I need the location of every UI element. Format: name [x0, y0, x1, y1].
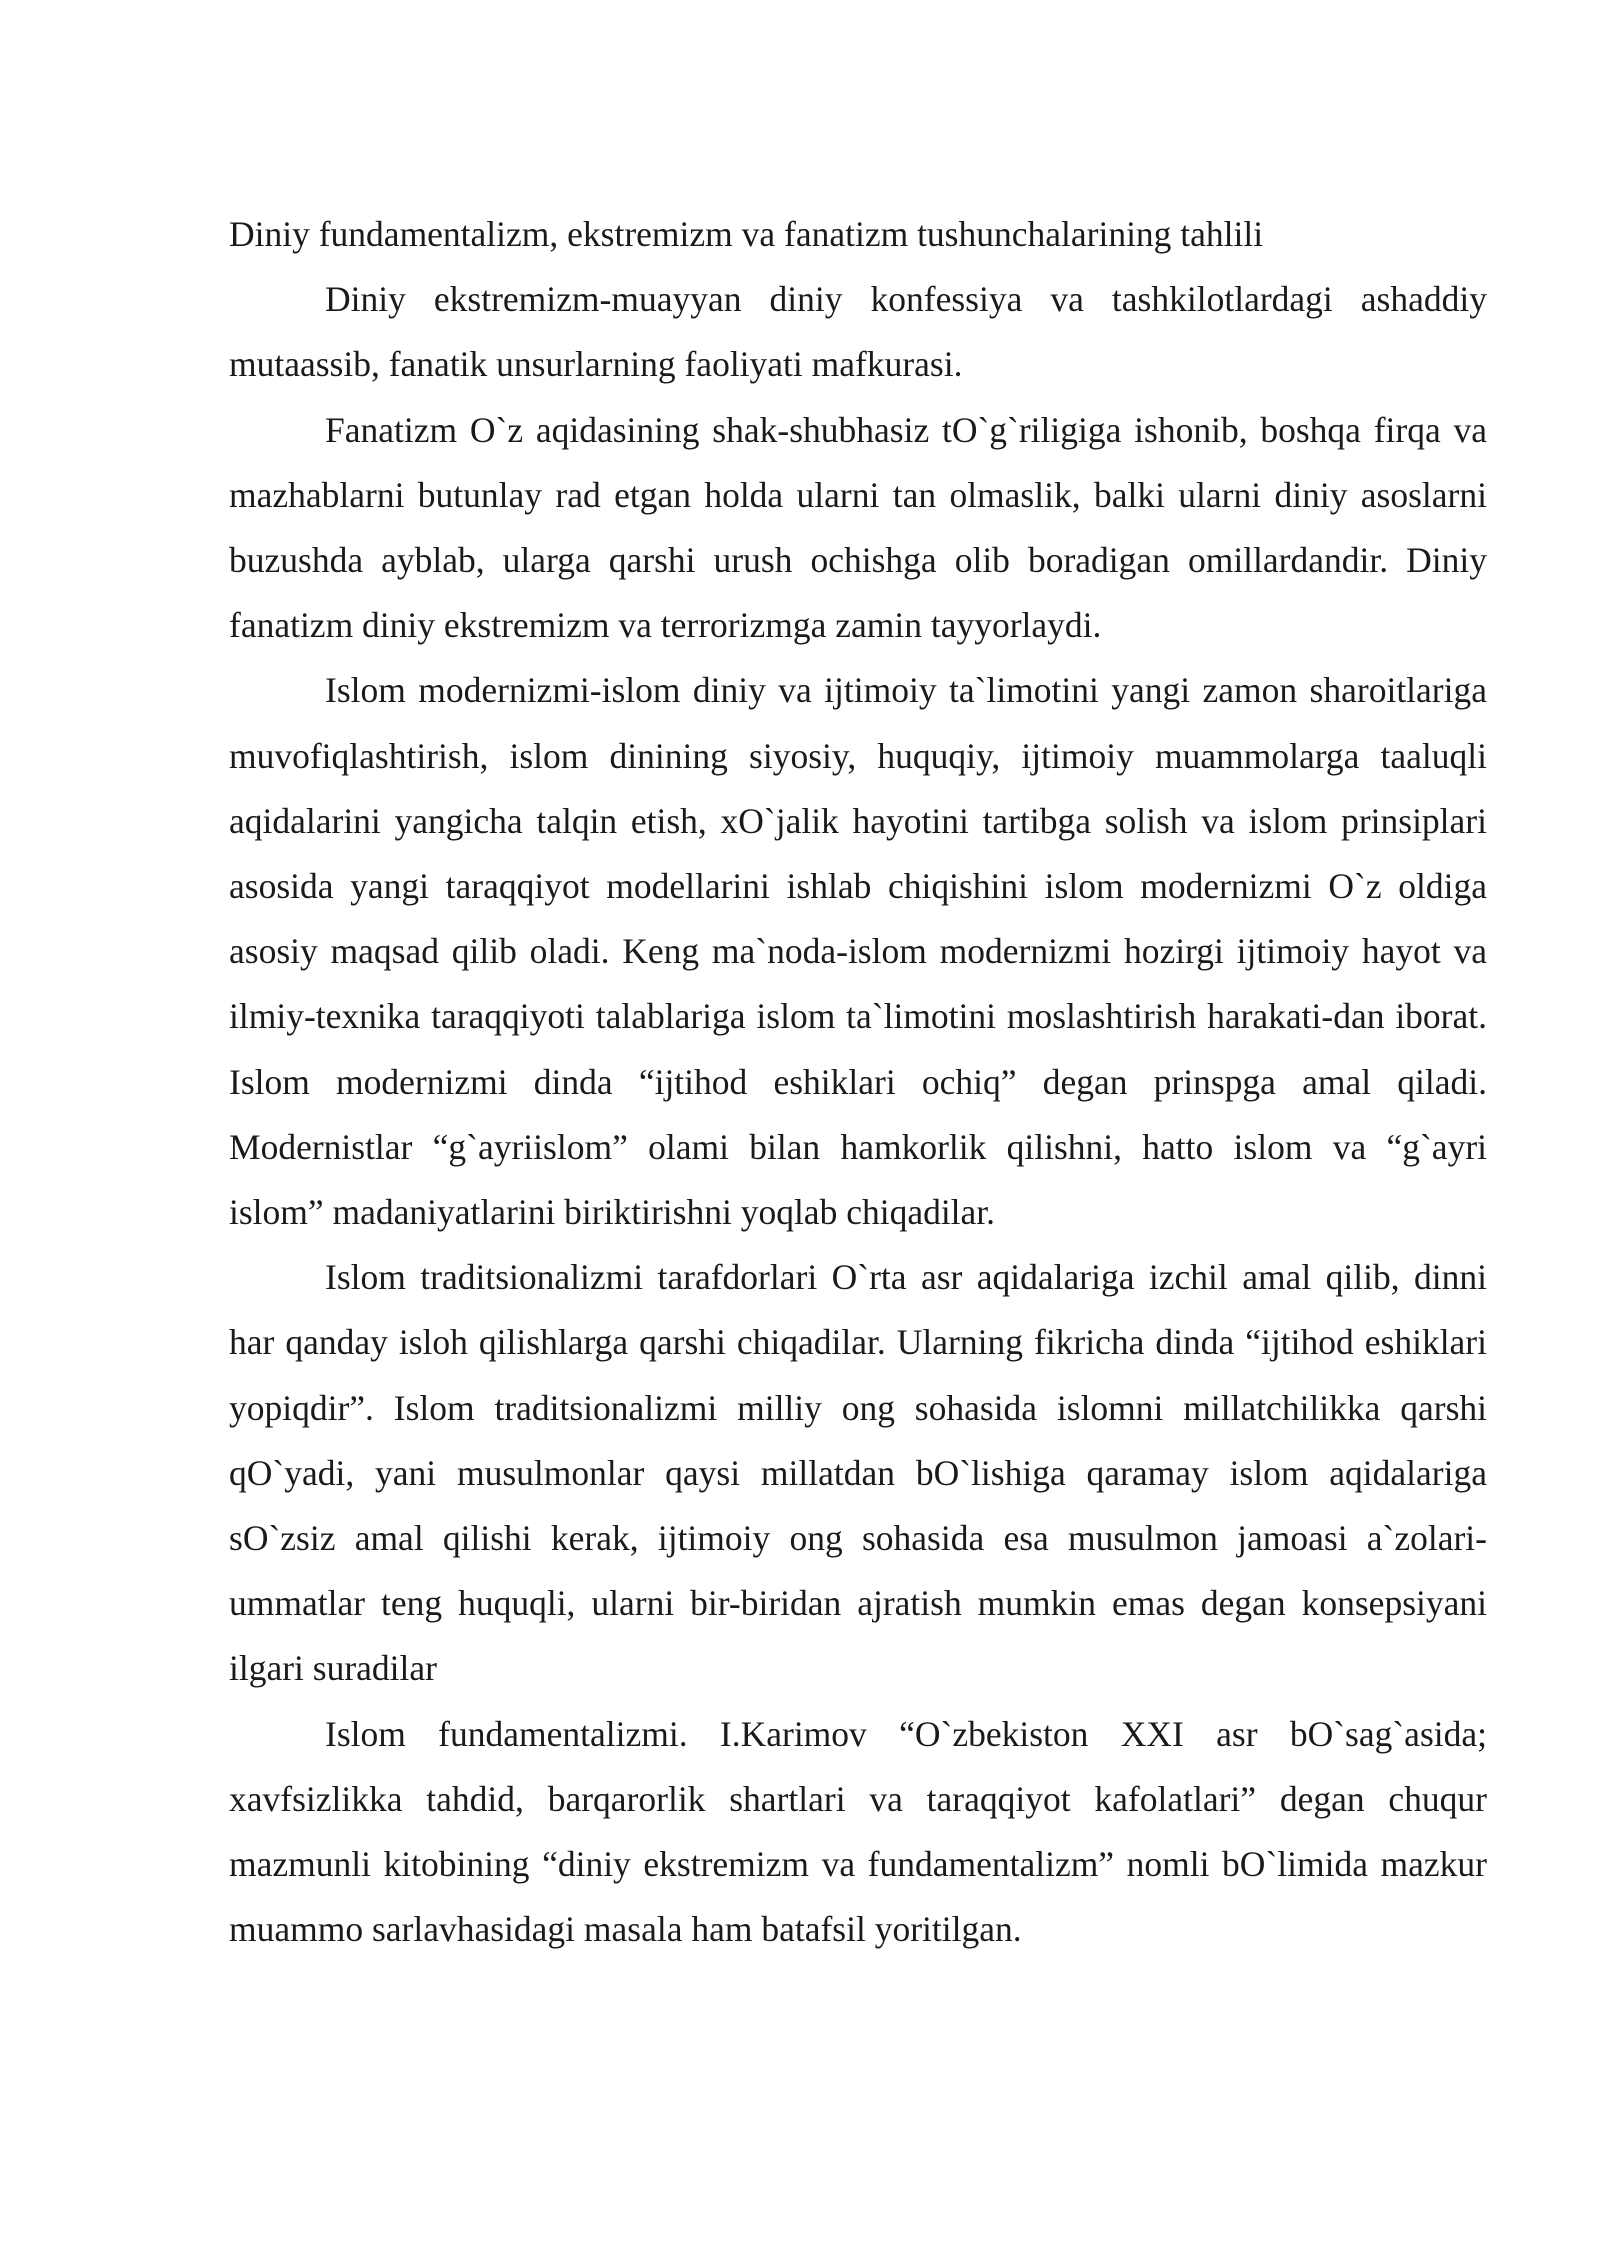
paragraph-diniy-ekstremizm: Diniy ekstremizm-muayyan diniy konfessiya va tashkilotlardagi ashaddiy mutaassib, fanatik unsurlarning faoliyati mafkurasi.: [229, 279, 1487, 385]
paragraph-fanatizm: Fanatizm O`z aqidasining shak-shubhasiz tO`g`riligiga ishonib, boshqa firqa va mazhablarni butunlay rad etgan holda ularni tan olmaslik, balki ularni diniy asoslarni buzushda ayblab, ularga qarshi urush ochishga olib boradigan omillardandir. Diniy fanatizm diniy ekstremizm va terrorizmga zamin tayyorlaydi.: [229, 409, 1487, 646]
document-body: [229, 202, 1487, 1962]
paragraph-islom-traditsionalizmi: Islom traditsionalizmi tarafdorlari O`rta asr aqidalariga izchil amal qilib, dinni har qanday isloh qilishlarga qarshi chiqadilar. Ularning fikricha dinda “ijtihod eshiklari yopiqdir”. Islom traditsionalizmi milliy ong sohasida islomni millatchilikka qarshi qO`yadi, yani musulmonlar qaysi millatdan bO`lishiga qaramay islom aqidalariga sO`zsiz amal qilishi kerak, ijtimoiy ong sohasida esa musulmon jamoasi a`zolari-ummatlar teng huquqli, ularni bir-biridan ajratish mumkin emas degan konsepsiyani ilgari suradilar: [229, 1257, 1487, 1689]
paragraph-islom-fundamentalizmi: Islom fundamentalizmi. I.Karimov “O`zbekiston XXI asr bO`sag`asida; xavfsizlikka tahdid, barqarorlik shartlari va taraqqiyot kafolatlari” degan chuqur mazmunli kitobining “diniy ekstremizm va fundamentalizm” nomli bO`limida mazkur muammo sarlavhasidagi masala ham batafsil yoritilgan.: [229, 1713, 1487, 1950]
paragraph-islom-modernizmi: Islom modernizmi-islom diniy va ijtimoiy ta`limotini yangi zamon sharoitlariga muvofiqlashtirish, islom dinining siyosiy, huquqiy, ijtimoiy muammolarga taaluqli aqidalarini yangicha talqin etish, xO`jalik hayotini tartibga solish va islom prinsiplari asosida yangi taraqqiyot modellarini ishlab chiqishini islom modernizmi O`z oldiga asosiy maqsad qilib oladi. Keng ma`noda-islom modernizmi hozirgi ijtimoiy hayot va ilmiy-texnika taraqqiyoti talablariga islom ta`limotini moslashtirish harakati-dan iborat. Islom modernizmi dinda “ijtihod eshiklari ochiq” degan prinspga amal qiladi. Modernistlar “g`ayriislom” olami bilan hamkorlik qilishni, hatto islom va “g`ayri islom” madaniyatlarini biriktirishni yoqlab chiqadilar.: [229, 670, 1487, 1233]
document-title: Diniy fundamentalizm, ekstremizm va fanatizm tushunchalarining tahlili: [229, 214, 1264, 254]
